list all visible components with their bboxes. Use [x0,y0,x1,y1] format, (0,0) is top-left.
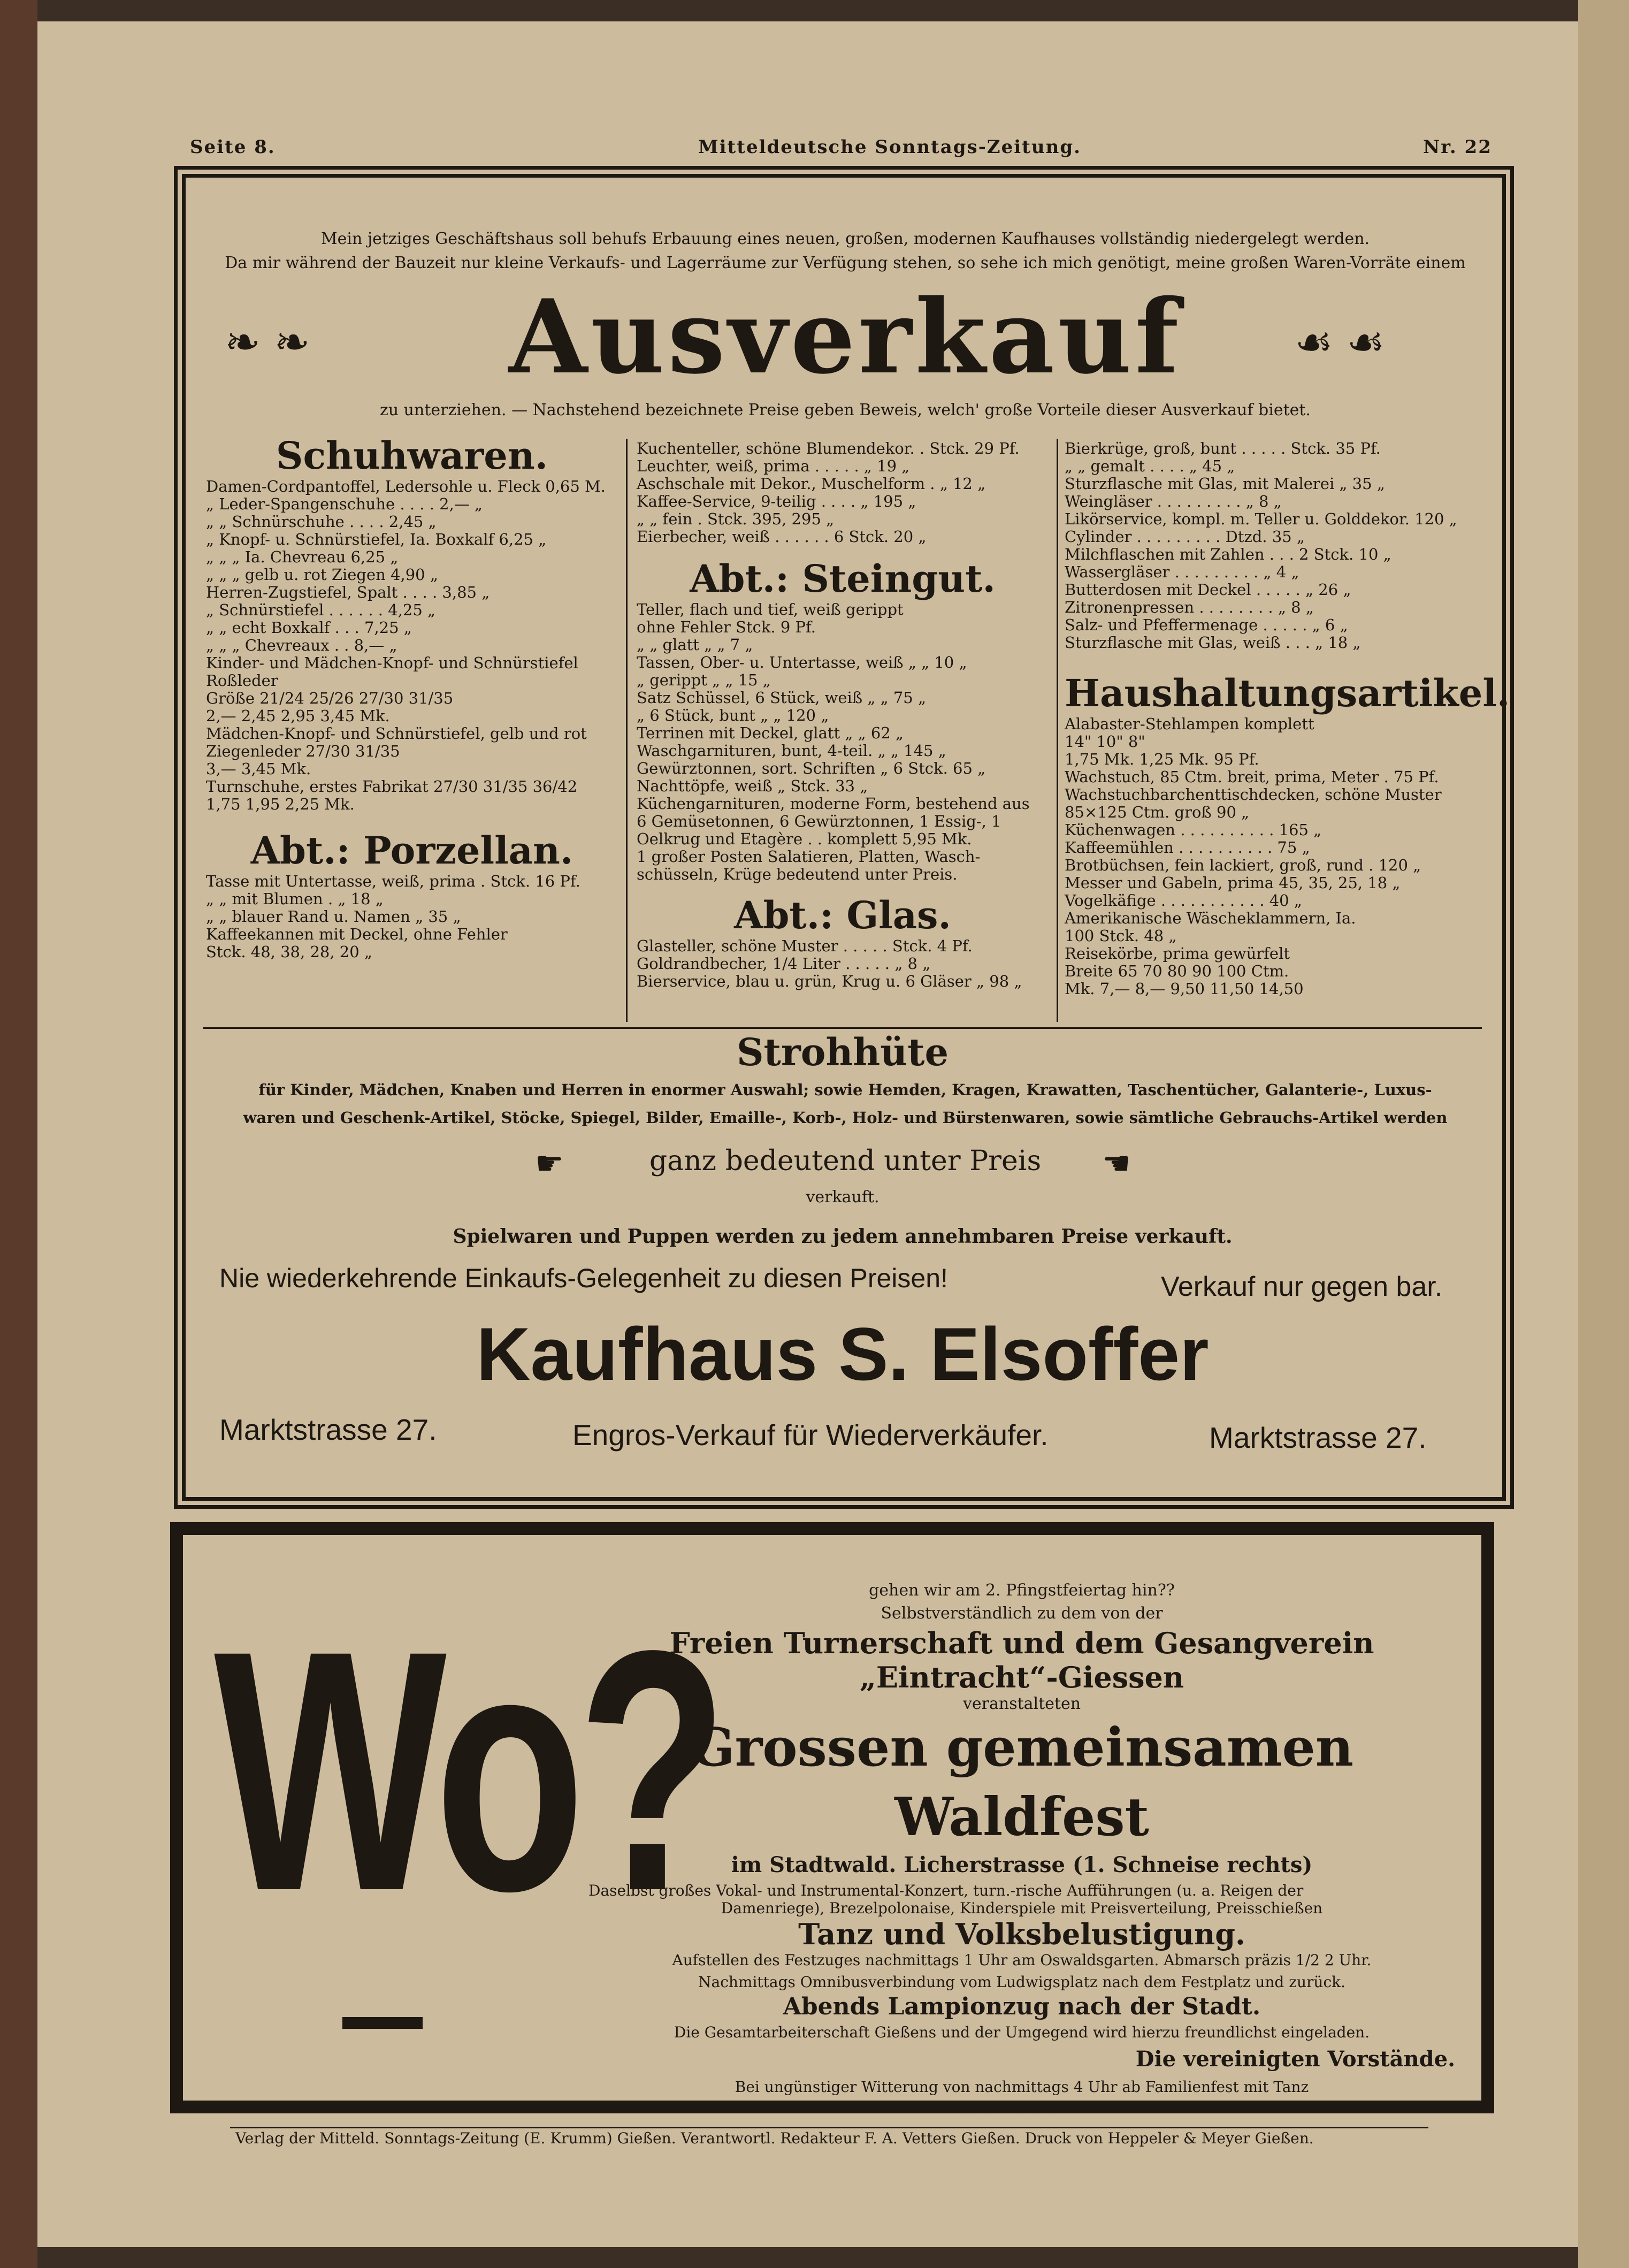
firm-name: Kaufhaus S. Elsoffer [476,1312,1209,1396]
waldfest-venue: im Saale des Café Leib. [932,2099,1112,2117]
strohhuete-text-2: waren und Geschenk-Artikel, Stöcke, Spiegel, Bilder, Emaille-, Korb-, Holz- und Bürstenwaren, sowie sämtliche Gebrauchs-Artikel werden [243,1109,1448,1127]
column-divider-1 [626,439,628,1022]
schuhwaren-item: „ „ Schnürschuhe . . . . 2,45 „ [206,513,437,531]
kuechen-item: Kaffee-Service, 9-teilig . . . . „ 195 „ [637,492,916,510]
waldfest-location: im Stadtwald. Licherstrasse (1. Schneise rechts) [731,1852,1313,1877]
haushalt-item: Kaffeemühlen . . . . . . . . . . 75 „ [1065,838,1310,857]
kuechen-item: Eierbecher, weiß . . . . . . 6 Stck. 20 „ [637,528,927,546]
verkauft-label: verkauft. [806,1188,879,1206]
kuechen-list [637,440,1049,546]
glas-item: Glasteller, schöne Muster . . . . . Stck. 4 Pf. [637,937,973,955]
porzellan-item: „ „ blauer Rand u. Namen „ 35 „ [206,907,461,926]
spielwaren-line: Spielwaren und Puppen werden zu jedem annehmbaren Preise verkauft. [453,1225,1233,1248]
schuhwaren-item: Damen-Cordpantoffel, Ledersohle u. Fleck 0,65 M. [206,477,606,495]
schuhwaren-item: Kinder- und Mädchen-Knopf- und Schnürstiefel [206,654,578,672]
haushalt-item: Amerikanische Wäscheklammern, Ia. [1065,909,1356,927]
glaswaren-item: Sturzflasche mit Glas, mit Malerei „ 35 „ [1065,475,1385,493]
glaswaren-item: Cylinder . . . . . . . . . Dtzd. 35 „ [1065,528,1305,546]
pointing-hand-icon-right: ☚ [1102,1145,1131,1182]
slogan-left: Nie wiederkehrende Einkaufs-Gelegenheit zu diesen Preisen! [219,1263,948,1293]
steingut-item: Satz Schüssel, 6 Stück, weiß „ „ 75 „ [637,689,927,707]
steingut-item: „ gerippt „ „ 15 „ [637,671,771,689]
porzellan-item: Stck. 48, 38, 28, 20 „ [206,943,372,961]
waldfest-program-1: Daselbst großes Vokal- und Instrumental-Konzert, turn.-rische Aufführungen (u. a. Reigen der [588,1882,1304,1899]
subintro: zu unterziehen. — Nachstehend bezeichnete Preise geben Beweis, welch' große Vorteile dieser Ausverkauf bietet. [380,401,1311,419]
waldfest-program-2: Damenriege), Brezelpolonaise, Kinderspiele mit Preisverteilung, Preisschießen [721,1899,1323,1917]
schuhwaren-item: „ „ „ gelb u. rot Ziegen 4,90 „ [206,566,438,584]
glaswaren-item: Butterdosen mit Deckel . . . . . „ 26 „ [1065,581,1351,599]
glas-list [637,937,1049,990]
steingut-item: Waschgarnituren, bunt, 4-teil. „ „ 145 „ [637,742,946,760]
schuhwaren-item: „ Knopf- u. Schnürstiefel, Ia. Boxkalf 6,25 „ [206,530,547,548]
schuhwaren-item: 2,— 2,45 2,95 3,45 Mk. [206,707,390,725]
glaswaren-item: Zitronenpressen . . . . . . . . „ 8 „ [1065,598,1314,616]
schuhwaren-item: 3,— 3,45 Mk. [206,760,311,778]
haushalt-item: Vogelkäfige . . . . . . . . . . . 40 „ [1065,891,1302,910]
steingut-item: Nachttöpfe, weiß „ Stck. 33 „ [637,777,868,795]
haushalt-item: 100 Stck. 48 „ [1065,927,1177,945]
wo-underline [342,2017,423,2029]
price-note: ganz bedeutend unter Preis [649,1145,1042,1177]
imprint-footer: Verlag der Mitteld. Sonntags-Zeitung (E. Krumm) Gießen. Verantwortl. Redakteur F. A. Vetters Gießen. Druck von Heppeler & Meyer Gießen. [235,2129,1314,2147]
haushalt-item: 14" 10" 8" [1065,732,1145,751]
column-schuhwaren [206,433,618,961]
kuechen-item: Aschschale mit Dekor., Muschelform . „ 12 „ [637,475,986,493]
schuhwaren-item: Ziegenleder 27/30 31/35 [206,742,400,760]
steingut-item: 6 Gemüsetonnen, 6 Gewürztonnen, 1 Essig-, 1 [637,812,1001,830]
schuhwaren-item: „ Schnürstiefel . . . . . . 4,25 „ [206,601,436,619]
haushalt-item: Mk. 7,— 8,— 9,50 11,50 14,50 [1065,980,1304,998]
page-number: Seite 8. [190,136,276,158]
heading-steingut: Abt.: Steingut. [690,556,996,601]
newspaper-title: Mitteldeutsche Sonntags-Zeitung. [698,136,1081,158]
glas-item: Goldrandbecher, 1/4 Liter . . . . . „ 8 „ [637,954,931,973]
engros-note: Engros-Verkauf für Wiederverkäufer. [572,1418,1049,1452]
glaswaren-item: Bierkrüge, groß, bunt . . . . . Stck. 35 Pf. [1065,439,1381,457]
waldfest-organizers: Freien Turnerschaft und dem Gesangverein „Eintracht“-Giessen [669,1626,1374,1694]
steingut-item: schüsseln, Krüge bedeutend unter Preis. [637,865,958,883]
heading-haushaltungsartikel: Haushaltungsartikel. [1065,671,1510,715]
haushalt-item: Alabaster-Stehlampen komplett [1065,715,1314,733]
waldfest-weather-note: Bei ungünstiger Witterung von nachmittags 4 Uhr ab Familienfest mit Tanz [735,2078,1309,2096]
steingut-item: „ 6 Stück, bunt „ „ 120 „ [637,706,829,724]
steingut-item: 1 großer Posten Salatieren, Platten, Wasch- [637,847,981,866]
slogan-right: Verkauf nur gegen bar. [1161,1271,1443,1302]
ornament-left: ❧ ❧ [225,317,310,367]
facing-page-edge [1578,0,1629,2268]
glaswaren-item: Weingläser . . . . . . . . . „ 8 „ [1065,492,1282,510]
ornament-right: ☙ ☙ [1295,317,1385,367]
column-haushalt [1065,439,1510,998]
schuhwaren-item: „ „ „ Chevreaux . . 8,— „ [206,636,397,654]
haushalt-item: Brotbüchsen, fein lackiert, groß, rund . 120 „ [1065,856,1421,874]
glaswaren-item: Salz- und Pfeffermenage . . . . . „ 6 „ [1065,616,1348,634]
ausverkauf-title: Ausverkauf [508,277,1182,396]
porzellan-item: Kaffeekannen mit Deckel, ohne Fehler [206,925,508,943]
glaswaren-item: „ „ gemalt . . . . „ 45 „ [1065,457,1235,475]
waldfest-line-2: Selbstverständlich zu dem von der [881,1604,1163,1623]
schuhwaren-list [206,478,618,813]
schuhwaren-item: „ „ „ Ia. Chevreau 6,25 „ [206,548,399,566]
haushalt-list [1065,715,1477,998]
glaswaren-item: Sturzflasche mit Glas, weiß . . . „ 18 „ [1065,633,1361,652]
haushalt-item: Wachstuchbarchenttischdecken, schöne Muster [1065,785,1442,804]
porzellan-list [206,873,618,961]
haushalt-item: 85×125 Ctm. groß 90 „ [1065,803,1250,821]
intro-line-2: Da mir während der Bauzeit nur kleine Verkaufs- und Lagerräume zur Verfügung stehen, so sehe ich mich genötigt, meine großen Waren-Vorräte einem [225,254,1466,272]
schuhwaren-item: „ Leder-Spangenschuhe . . . . 2,— „ [206,495,483,513]
steingut-item: Oelkrug und Etagère . . komplett 5,95 Mk. [637,830,972,848]
waldfest-tanz: Tanz und Volksbelustigung. [798,1917,1245,1951]
schuhwaren-item: Mädchen-Knopf- und Schnürstiefel, gelb und rot [206,724,587,743]
haushalt-item: Messer und Gabeln, prima 45, 35, 25, 18 „ [1065,874,1401,892]
section-divider [203,1027,1482,1029]
haushalt-item: Wachstuch, 85 Ctm. breit, prima, Meter . 75 Pf. [1065,768,1439,786]
glaswaren-item: Likörservice, kompl. m. Teller u. Golddekor. 120 „ [1065,510,1457,528]
porzellan-item: „ „ mit Blumen . „ 18 „ [206,890,384,908]
column-steingut [637,440,1049,990]
pointing-hand-icon-left: ☛ [535,1145,564,1182]
issue-number: Nr. 22 [1423,136,1492,158]
kuechen-item: „ „ fein . Stck. 395, 295 „ [637,510,835,528]
glaswaren-list [1065,440,1477,652]
schuhwaren-item: Roßleder [206,671,278,690]
kuechen-item: Leuchter, weiß, prima . . . . . „ 19 „ [637,457,910,475]
wo-headline: Wo? [214,1579,721,1962]
schuhwaren-item: 1,75 1,95 2,25 Mk. [206,795,355,813]
schuhwaren-item: „ „ echt Boxkalf . . . 7,25 „ [206,618,412,637]
address-right: Marktstrasse 27. [1209,1421,1427,1454]
book-spine [0,0,37,2268]
schuhwaren-item: Herren-Zugstiefel, Spalt . . . . 3,85 „ [206,583,490,601]
steingut-item: Tassen, Ober- u. Untertasse, weiß „ „ 10 „ [637,653,967,671]
haushalt-item: Reisekörbe, prima gewürfelt [1065,944,1290,963]
glaswaren-item: Wassergläser . . . . . . . . . „ 4 „ [1065,563,1299,581]
waldfest-text [588,1581,1455,2117]
waldfest-line-4: veranstalteten [962,1694,1081,1713]
steingut-item: Teller, flach und tief, weiß gerippt [637,600,904,618]
steingut-item: „ „ glatt „ „ 7 „ [637,636,753,654]
glas-item: Bierservice, blau u. grün, Krug u. 6 Gläser „ 98 „ [637,972,1022,990]
glaswaren-item: Milchflaschen mit Zahlen . . . 2 Stck. 10 „ [1065,545,1391,563]
steingut-item: Gewürztonnen, sort. Schriften „ 6 Stck. 65 „ [637,759,986,777]
haushalt-item: 1,75 Mk. 1,25 Mk. 95 Pf. [1065,750,1259,768]
heading-strohhuete: Strohhüte [736,1030,949,1074]
kuechen-item: Kuchenteller, schöne Blumendekor. . Stck. 29 Pf. [637,439,1020,457]
waldfest-line-1: gehen wir am 2. Pfingstfeiertag hin?? [869,1581,1175,1600]
waldfest-omnibus: Nachmittags Omnibusverbindung vom Ludwigsplatz nach dem Festplatz und zurück. [698,1973,1345,1991]
schuhwaren-item: Turnschuhe, erstes Fabrikat 27/30 31/35 36/42 [206,777,578,796]
column-divider-2 [1057,439,1058,1022]
footer-rule [230,2127,1428,2128]
strohhuete-text-1: für Kinder, Mädchen, Knaben und Herren in enormer Auswahl; sowie Hemden, Kragen, Krawatten, Taschentücher, Galanterie-, Luxus- [258,1081,1432,1099]
porzellan-item: Tasse mit Untertasse, weiß, prima . Stck. 16 Pf. [206,872,580,890]
heading-schuhwaren: Schuhwaren. [276,433,548,478]
heading-glas: Abt.: Glas. [734,893,951,937]
haushalt-item: Breite 65 70 80 90 100 Ctm. [1065,962,1289,980]
haushalt-item: Küchenwagen . . . . . . . . . . 165 „ [1065,821,1322,839]
waldfest-festzug: Aufstellen des Festzuges nachmittags 1 Uhr am Oswaldsgarten. Abmarsch präzis 1/2 2 Uhr. [672,1951,1372,1969]
steingut-item: ohne Fehler Stck. 9 Pf. [637,618,816,636]
steingut-item: Terrinen mit Deckel, glatt „ „ 62 „ [637,724,904,742]
steingut-item: Küchengarnituren, moderne Form, bestehend aus [637,795,1030,813]
waldfest-signature: Die vereinigten Vorstände. [1135,2046,1455,2072]
heading-porzellan: Abt.: Porzellan. [250,828,573,873]
waldfest-lampionzug: Abends Lampionzug nach der Stadt. [783,1993,1261,2020]
address-left: Marktstrasse 27. [219,1413,437,1446]
schuhwaren-item: Größe 21/24 25/26 27/30 31/35 [206,689,454,707]
waldfest-title: Grossen gemeinsamen Waldfest [690,1717,1354,1848]
waldfest-invitation: Die Gesamtarbeiterschaft Gießens und der Umgegend wird hierzu freundlichst eingeladen. [674,2023,1370,2041]
intro-line-1: Mein jetziges Geschäftshaus soll behufs Erbauung eines neuen, großen, modernen Kaufhauses vollständig niedergelegt werden. [320,230,1370,248]
steingut-list [637,601,1049,883]
